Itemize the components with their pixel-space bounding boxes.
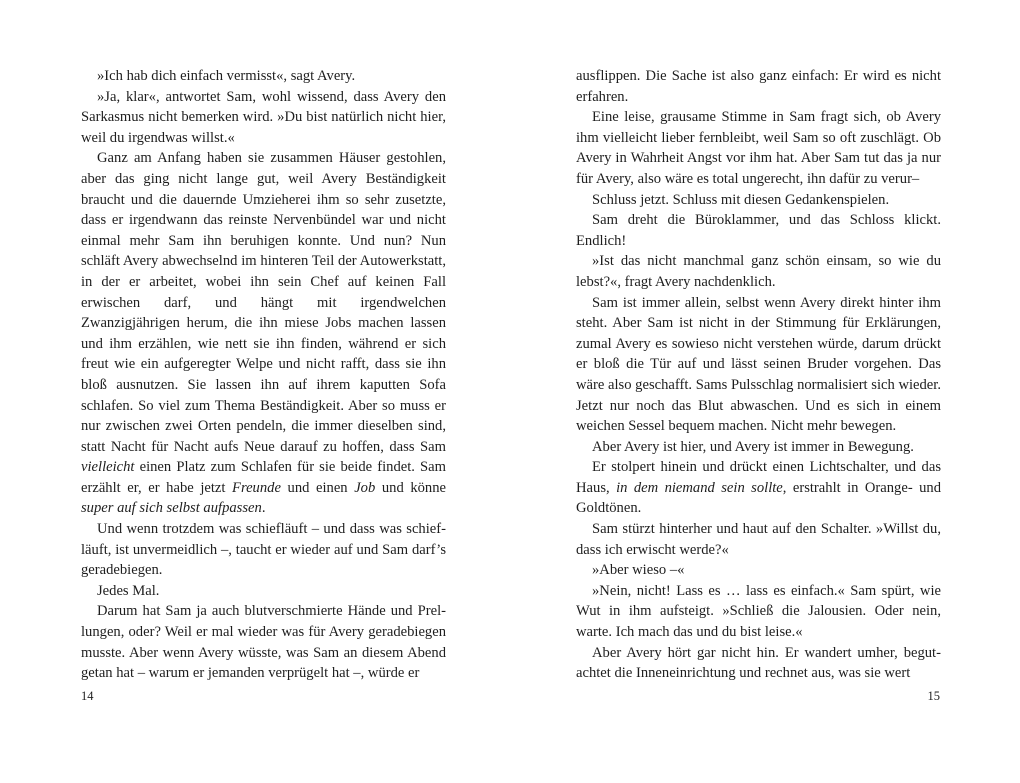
text-segment: Und wenn trotzdem was schiefläuft – und dass was schiefläuft, ist unvermeidlich –, taucht er wieder auf und Sam darf’s geradebiegen.: [81, 521, 446, 579]
text-segment: Ganz am Anfang haben sie zusammen Häuser gestohlen, aber das ging nicht lange gut, weil Avery Beständigkeit braucht und die dauernde Umzieherei ihm so sehr zusetzte, dass er irgendwann das reinste Nervenbündel war und nicht einmal mehr Sam ihn beruhigen konnte. Und nun? Nun schläft Avery abwechselnd im hinteren Teil der Autowerkstatt, in der er arbeitet, wobei ihn sein Chef auf keinen Fall erwischen darf, und hängt mit irgendwelchen Zwanzigjährigen herum, die ihn miese Jobs machen lassen und ihm erzählen, wie nett sie ihn finden, während er sich freut wie ein aufgeregter Welpe und nicht rafft, dass sie ihn bloß ausnutzen. Sie lassen ihn auf ihrem kaputten Sofa schlafen. So viel zum Thema Beständigkeit. Aber so muss er nur zwischen zwei Orten pendeln, die immer dieselben sind, statt Nacht für Nacht aufs Neue darauf zu hoffen, dass Sam: [81, 150, 446, 455]
text-segment: Aber Avery hört gar nicht hin. Er wandert umher, begutachtet die Inneneinrichtung und rechnet aus, was sie wert: [576, 644, 941, 682]
text-segment: »Aber wieso –«: [592, 562, 685, 579]
paragraph: [576, 437, 941, 458]
emphasis-text: Job: [354, 479, 376, 496]
text-segment: Er stolpert hinein und drückt einen Lichtschalter, und das Haus,: [576, 459, 941, 496]
paragraph: [576, 581, 941, 643]
emphasis-text: vielleicht: [81, 459, 135, 476]
paragraph: [81, 601, 446, 683]
emphasis-text: super auf sich selbst aufpassen: [81, 500, 262, 517]
paragraph: [576, 293, 941, 437]
text-segment: und einen: [280, 479, 355, 496]
paragraph: [81, 87, 446, 149]
text-segment: Jedes Mal.: [97, 582, 160, 599]
text-segment: Sam ist immer allein, selbst wenn Avery direkt hinter ihm steht. Aber Sam ist nicht in der Stimmung für Erklärungen, zumal Avery es sowieso nicht verstehen würde, darum drückt er bloß die Tür auf und lässt seinen Bruder vorgehen. Das wäre also geschafft. Sams Pulsschlag normalisiert sich wieder. Jetzt nur noch das Blut abwaschen. Und es sich in einem weichen Sessel bequem machen. Nicht mehr bewegen.: [576, 294, 941, 435]
text-segment: Schluss jetzt. Schluss mit diesen Gedankenspielen.: [592, 191, 890, 208]
text-segment: , erstrahlt in Orange- und Goldtönen.: [576, 479, 941, 517]
text-segment: Sam stürzt hinterher und haut auf den Schalter. »Willst du, dass ich erwischt werde?«: [576, 521, 941, 558]
text-segment: Eine leise, grausame Stimme in Sam fragt sich, ob Avery ihm vielleicht lieber fernbleibt, weil Sam so oft zuschlägt. Ob Avery in Wahrheit Angst vor ihm hat. Aber Sam tut das ja nur für Avery, also wäre es total ungerecht, ihn dafür zu verur–: [576, 109, 941, 187]
paragraph: [81, 581, 446, 602]
text-segment: ausflippen. Die Sache ist also ganz einfach: Er wird es nicht erfahren.: [576, 68, 941, 105]
text-segment: Aber Avery ist hier, und Avery ist immer in Bewegung.: [592, 438, 914, 455]
paragraph: [81, 66, 446, 87]
right-page-text: [576, 66, 941, 684]
emphasis-text: Freunde: [232, 479, 281, 496]
text-segment: »Ich hab dich einfach vermisst«, sagt Avery.: [97, 68, 356, 84]
left-page-number: 14: [81, 689, 94, 703]
paragraph: [576, 107, 941, 189]
paragraph: [576, 457, 941, 519]
text-segment: »Ja, klar«, antwortet Sam, wohl wissend, dass Avery den Sarkasmus nicht bemerken wird. »Du bist natürlich nicht hier, weil du irgendwas willst.«: [81, 88, 446, 146]
text-segment: Sam dreht die Büroklammer, und das Schloss klickt. Endlich!: [576, 212, 941, 249]
text-segment: Darum hat Sam ja auch blutverschmierte Hände und Prellungen, oder? Weil er mal wieder was für Avery geradebiegen musste. Aber wenn Avery wüsste, was Sam an diesem Abend getan hat – warum er jemanden verprügelt hat –, würde er: [81, 603, 446, 682]
left-page-text: [81, 66, 446, 684]
paragraph: [81, 519, 446, 581]
paragraph: [81, 148, 446, 519]
emphasis-text: in dem niemand sein sollte: [616, 479, 783, 496]
text-segment: einen Platz zum Schlafen für sie beide findet. Sam erzählt er, er habe jetzt: [81, 459, 446, 496]
paragraph: [576, 643, 941, 684]
text-segment: »Ist das nicht manchmal ganz schön einsam, so wie du lebst?«, fragt Avery nachdenklich.: [576, 253, 941, 290]
right-page: [510, 0, 1020, 783]
paragraph: [576, 190, 941, 211]
paragraph: [576, 66, 941, 107]
text-segment: und könne: [375, 479, 446, 496]
text-segment: »Nein, nicht! Lass es … lass es einfach.« Sam spürt, wie Wut in ihm aufsteigt. »Schließ die Jalousien. Oder nein, warte. Ich mach das und du bist leise.«: [576, 582, 941, 641]
paragraph: [576, 519, 941, 560]
text-segment: .: [261, 500, 266, 517]
paragraph: [576, 210, 941, 251]
paragraph: [576, 560, 941, 581]
right-page-number: 15: [927, 689, 940, 703]
paragraph: [576, 251, 941, 292]
